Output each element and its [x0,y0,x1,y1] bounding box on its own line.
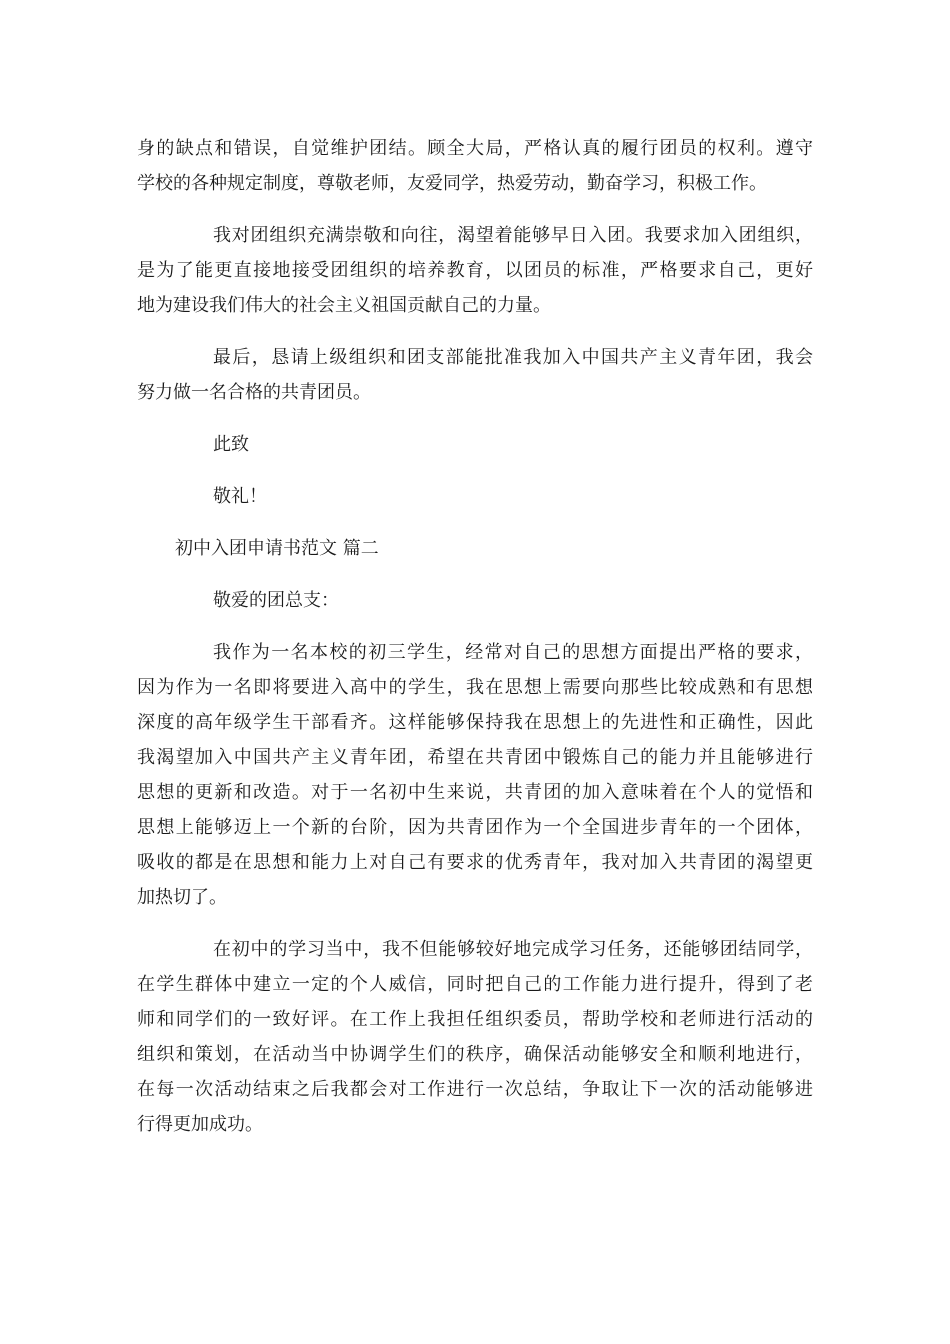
text-line: 吸收的都是在思想和能力上对自己有要求的优秀青年，我对加入共青团的渴望更 [137,852,813,873]
section-heading: 初中入团申请书范文 篇二 [175,538,379,559]
text-line: 努力做一名合格的共青团员。 [137,382,371,403]
text-line: 我渴望加入中国共产主义青年团，希望在共青团中锻炼自己的能力并且能够进行 [137,747,813,768]
text-line: 最后，恳请上级组织和团支部能批准我加入中国共产主义青年团，我会 [213,347,813,368]
text-line: 组织和策划，在活动当中协调学生们的秩序，确保活动能够安全和顺利地进行， [137,1044,813,1065]
text-line: 我作为一名本校的初三学生，经常对自己的思想方面提出严格的要求， [213,642,813,663]
text-line: 思想上能够迈上一个新的台阶，因为共青团作为一个全国进步青年的一个团体， [137,817,813,838]
text-line: 学校的各种规定制度，尊敬老师，友爱同学，热爱劳动，勤奋学习，积极工作。 [137,173,767,194]
text-line: 师和同学们的一致好评。在工作上我担任组织委员，帮助学校和老师进行活动的 [137,1009,813,1030]
paragraph-thoughts [137,635,813,915]
text-line: 是为了能更直接地接受团组织的培养教育，以团员的标准，严格要求自己，更好 [137,260,813,281]
text-line: 地为建设我们伟大的社会主义祖国贡献自己的力量。 [137,295,551,316]
paragraph-final-request [137,340,813,410]
text-line: 我对团组织充满崇敬和向往，渴望着能够早日入团。我要求加入团组织， [213,225,813,246]
paragraph-study [137,932,813,1142]
text-line: 在初中的学习当中，我不但能够较好地完成学习任务，还能够团结同学， [213,939,813,960]
closing-salute: 敬礼！ [213,486,267,507]
salutation: 敬爱的团总支： [213,590,339,611]
closing-greeting: 此致 [213,434,249,455]
text-line: 加热切了。 [137,887,227,908]
text-line: 深度的高年级学生干部看齐。这样能够保持我在思想上的先进性和正确性，因此 [137,712,813,733]
paragraph-continuation [137,131,813,201]
text-line: 在每一次活动结束之后我都会对工作进行一次总结，争取让下一次的活动能够进 [137,1079,813,1100]
text-line: 因为作为一名即将要进入高中的学生，我在思想上需要向那些比较成熟和有思想 [137,677,813,698]
text-line: 身的缺点和错误，自觉维护团结。顾全大局，严格认真的履行团员的权利。遵守 [137,138,813,159]
text-line: 思想的更新和改造。对于一名初中生来说，共青团的加入意味着在个人的觉悟和 [137,782,813,803]
document-page [137,131,813,1159]
text-line: 行得更加成功。 [137,1114,263,1135]
text-line: 在学生群体中建立一定的个人威信，同时把自己的工作能力进行提升，得到了老 [137,974,813,995]
paragraph-aspiration [137,218,813,323]
